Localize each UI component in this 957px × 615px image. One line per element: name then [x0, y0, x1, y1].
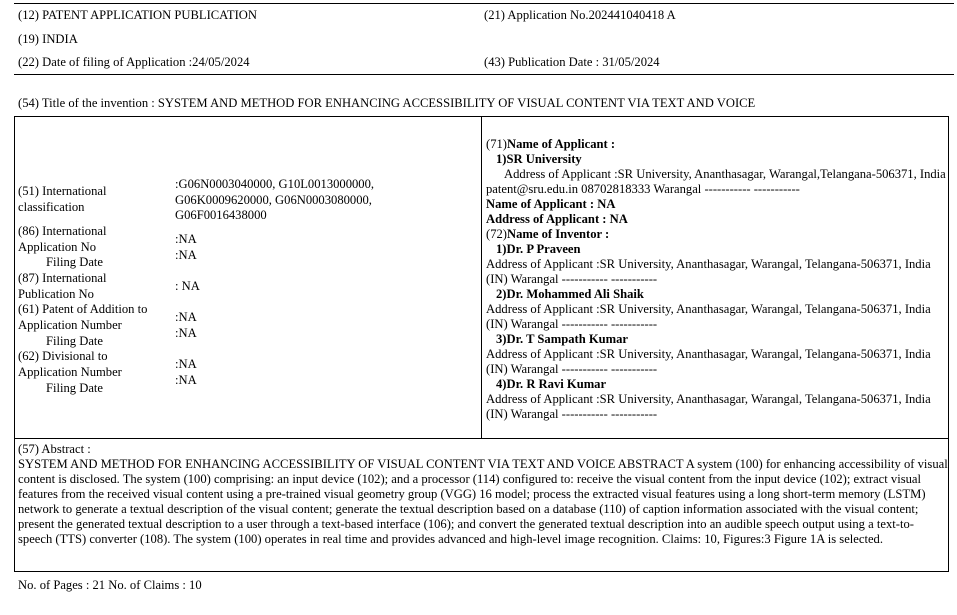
invention-title: (54) Title of the invention : SYSTEM AND METHOD FOR ENHANCING ACCESSIBILITY OF VISUAL CONTENT VIA TEXT AND VOICE — [18, 96, 756, 110]
field-62-label-2: Application Number — [18, 365, 122, 379]
field-61-label-2: Application Number — [18, 318, 122, 332]
rule-before-abstract — [14, 438, 949, 439]
field-61-label-3: Filing Date — [46, 334, 104, 348]
inventor-address: Address of Applicant :SR University, Ananthasagar, Warangal, Telangana-506371, India (IN) Warangal ----------- ----------- — [486, 392, 931, 421]
field-51-label-2: classification — [18, 200, 85, 214]
inventor-name: 2)Dr. Mohammed Ali Shaik — [496, 287, 644, 301]
left-border — [14, 116, 15, 571]
applicant-name-2: Name of Applicant : NA — [486, 197, 616, 211]
abstract-label: (57) Abstract : — [18, 442, 91, 456]
applicant-inventor-column — [486, 137, 948, 422]
abstract-text: SYSTEM AND METHOD FOR ENHANCING ACCESSIBILITY OF VISUAL CONTENT VIA TEXT AND VOICE ABSTRACT A system (100) for enhancing accessibility of visual content is disclosed. The system (100) comprising: an input device (102); and a processor (114) configured to: receive the visual content from the input device (102); extract visual features from the received visual content using a pre-trained visual geometry group (VGG) 16 model; process the extracted visual features using a long short-term memory (LSTM) network to generate a textual description of the visual content; generate the textual description based on a database (110) of caption information associated with the visual content; present the generated textual description to a user through a text-based interface (106); and convert the generated textual description into an audible speech output using a text-to-speech (TTS) converter (108). The system (100) operates in real time and provides advanced and high-level image recognition. Claims: 10, Figures:3 Figure 1A is selected. — [18, 457, 948, 546]
publication-type: (12) PATENT APPLICATION PUBLICATION — [18, 8, 257, 22]
field-61-value-2: :NA — [175, 326, 197, 340]
field-62-value-1: :NA — [175, 357, 197, 371]
top-rule — [14, 3, 954, 4]
inventor-address: Address of Applicant :SR University, Ananthasagar, Warangal, Telangana-506371, India (IN) Warangal ----------- ----------- — [486, 347, 931, 376]
inventor-heading: (72)Name of Inventor : — [486, 227, 610, 241]
application-number: (21) Application No.202441040418 A — [484, 8, 676, 22]
field-61-value-1: :NA — [175, 310, 197, 324]
rule-after-abstract — [14, 571, 949, 572]
field-51-value-3: G06F0016438000 — [175, 208, 267, 222]
publication-date: (43) Publication Date : 31/05/2024 — [484, 55, 660, 69]
applicant-address: Address of Applicant :SR University, Ananthasagar, Warangal,Telangana-506371, India patent@sru.edu.in 08702818333 Warangal ----------- ----------- — [486, 167, 946, 196]
field-62-value-2: :NA — [175, 373, 197, 387]
inventor-name: 3)Dr. T Sampath Kumar — [496, 332, 629, 346]
right-border — [948, 116, 949, 571]
field-86-label-2: Application No — [18, 240, 96, 254]
page-claim-count: No. of Pages : 21 No. of Claims : 10 — [18, 578, 202, 592]
field-61-label-1: (61) Patent of Addition to — [18, 302, 148, 316]
field-86-value-1: :NA — [175, 232, 197, 246]
field-86-label-3: Filing Date — [46, 255, 104, 269]
field-87-label-1: (87) International — [18, 271, 107, 285]
applicant-address-2: Address of Applicant : NA — [486, 212, 628, 226]
applicant-name: 1)SR University — [496, 152, 582, 166]
column-divider — [481, 116, 482, 438]
field-86-value-2: :NA — [175, 248, 197, 262]
field-51-label-1: (51) International — [18, 184, 107, 198]
field-62-label-3: Filing Date — [46, 381, 104, 395]
field-86-label-1: (86) International — [18, 224, 107, 238]
inventor-name: 1)Dr. P Praveen — [496, 242, 581, 256]
inventor-address: Address of Applicant :SR University, Ananthasagar, Warangal, Telangana-506371, India (IN) Warangal ----------- ----------- — [486, 302, 931, 331]
inventor-name: 4)Dr. R Ravi Kumar — [496, 377, 607, 391]
field-87-value-1: : NA — [175, 279, 200, 293]
field-87-label-2: Publication No — [18, 287, 94, 301]
field-62-label-1: (62) Divisional to — [18, 349, 108, 363]
inventor-address: Address of Applicant :SR University, Ananthasagar, Warangal, Telangana-506371, India (IN) Warangal ----------- ----------- — [486, 257, 931, 286]
field-51-value-2: G06K0009620000, G06N0003080000, — [175, 193, 372, 207]
field-51-value-1: :G06N0003040000, G10L0013000000, — [175, 177, 375, 191]
applicant-heading: (71)Name of Applicant : — [486, 137, 616, 151]
filing-date: (22) Date of filing of Application :24/05/2024 — [18, 55, 250, 69]
country: (19) INDIA — [18, 32, 78, 46]
rule-after-dates — [14, 74, 954, 75]
